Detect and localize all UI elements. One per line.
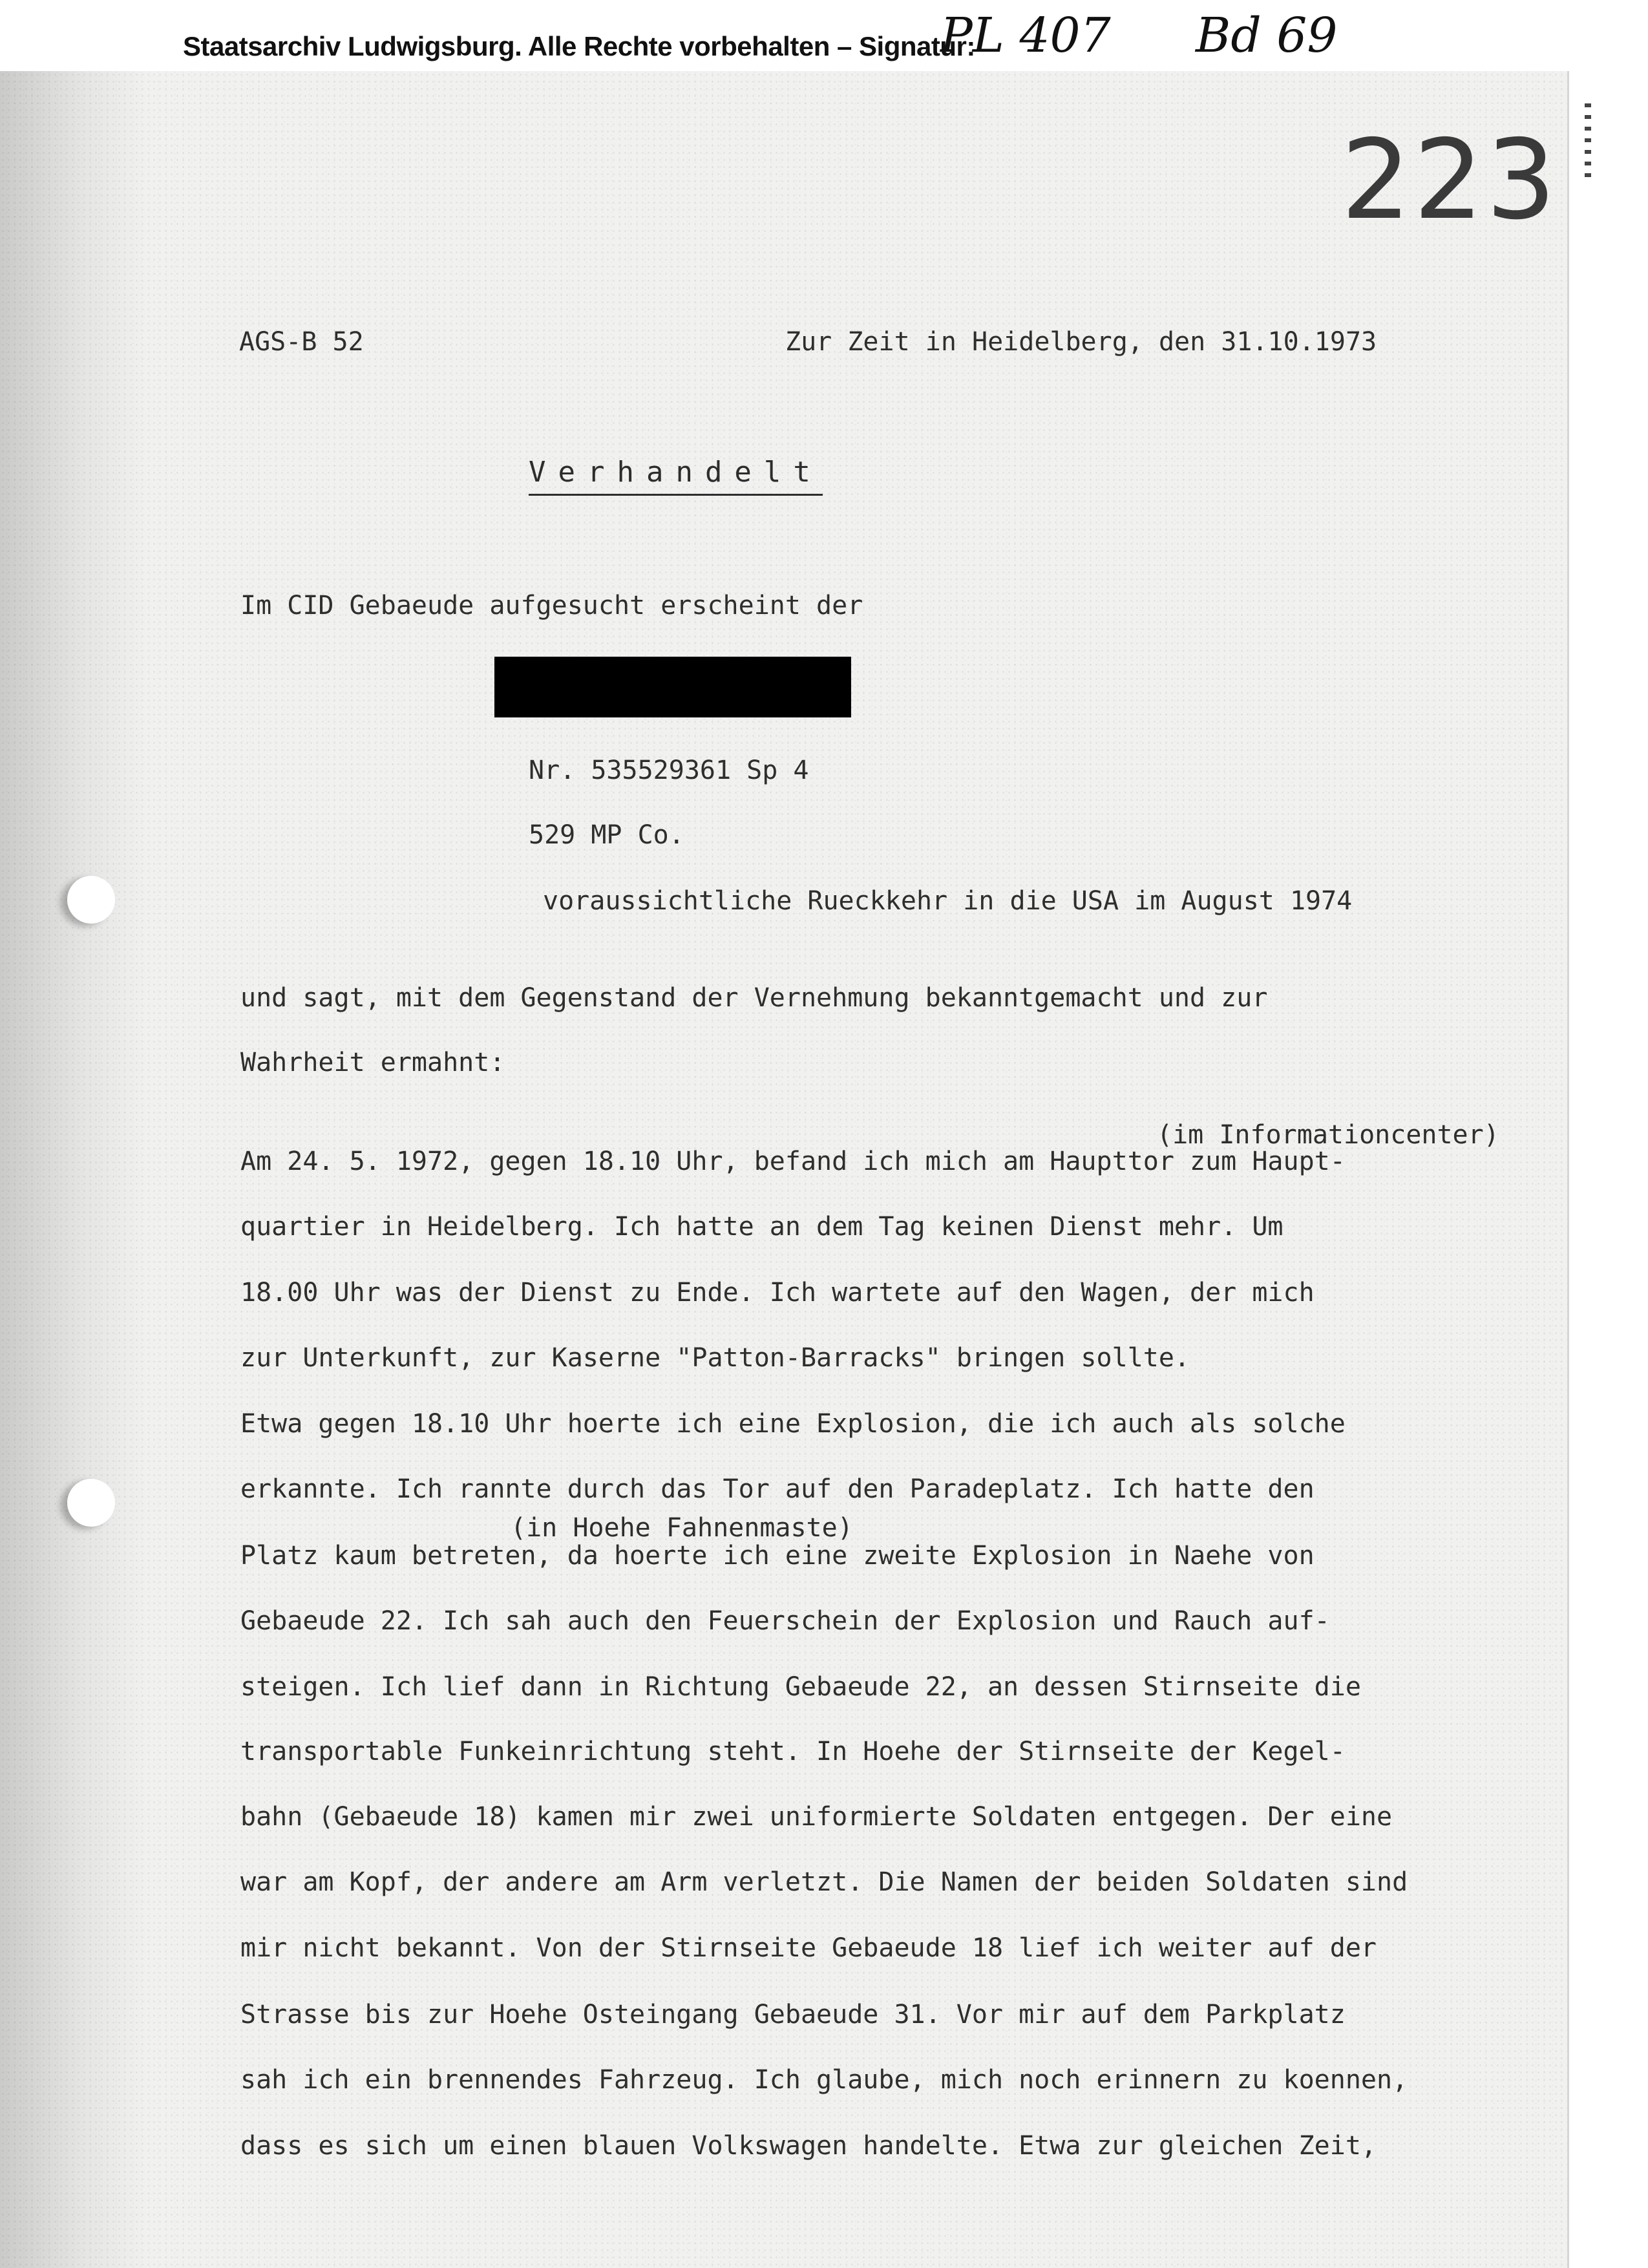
scan-shadow	[0, 71, 149, 2268]
service-number: Nr. 535529361 Sp 4	[529, 756, 809, 785]
signature-bd: Bd 69	[1196, 8, 1338, 63]
insertion-info-center: (im Informationcenter)	[1157, 1120, 1499, 1150]
document-title: Verhandelt	[529, 456, 823, 496]
body-line: dass es sich um einen blauen Volkswagen handelte. Etwa zur gleichen Zeit,	[240, 2131, 1377, 2161]
place-date: Zur Zeit in Heidelberg, den 31.10.1973	[785, 327, 1377, 357]
unit: 529 MP Co.	[529, 820, 684, 850]
body-line: Am 24. 5. 1972, gegen 18.10 Uhr, befand ich mich am Haupttor zum Haupt-	[240, 1147, 1346, 1176]
punch-hole-icon	[67, 876, 115, 924]
edge-marks	[1585, 103, 1591, 181]
statement-line: Wahrheit ermahnt:	[240, 1048, 505, 1077]
body-line: bahn (Gebaeude 18) kamen mir zwei uniformierte Soldaten entgegen. Der eine	[240, 1802, 1393, 1832]
body-line: Platz kaum betreten, da hoerte ich eine zweite Explosion in Naehe von	[240, 1541, 1315, 1571]
signature-pl: PL 407	[940, 8, 1111, 63]
body-line: mir nicht bekannt. Von der Stirnseite Gebaeude 18 lief ich weiter auf der	[240, 1933, 1377, 1963]
body-line: zur Unterkunft, zur Kaserne "Patton-Barracks" bringen sollte.	[240, 1343, 1190, 1373]
page-edge	[1567, 71, 1648, 2268]
body-line: 18.00 Uhr was der Dienst zu Ende. Ich wartete auf den Wagen, der mich	[240, 1278, 1315, 1308]
archive-header	[0, 0, 1648, 71]
body-line: Strasse bis zur Hoehe Osteingang Gebaeude 31. Vor mir auf dem Parkplatz	[240, 2000, 1346, 2030]
body-line: quartier in Heidelberg. Ich hatte an dem Tag keinen Dienst mehr. Um	[240, 1212, 1284, 1242]
insertion-flagpoles: (in Hoehe Fahnenmaste)	[511, 1513, 853, 1543]
reference-number: AGS-B 52	[239, 327, 364, 357]
body-line: steigen. Ich lief dann in Richtung Gebaeude 22, an dessen Stirnseite die	[240, 1672, 1361, 1702]
body-line: Etwa gegen 18.10 Uhr hoerte ich eine Explosion, die ich auch als solche	[240, 1409, 1346, 1439]
redaction-bar	[494, 657, 851, 717]
return-note: voraussichtliche Rueckkehr in die USA im August 1974	[543, 886, 1353, 916]
body-line: Gebaeude 22. Ich sah auch den Feuerschein der Explosion und Rauch auf-	[240, 1606, 1330, 1636]
punch-hole-icon	[67, 1479, 115, 1527]
body-line: erkannte. Ich rannte durch das Tor auf den Paradeplatz. Ich hatte den	[240, 1474, 1315, 1504]
statement-line: und sagt, mit dem Gegenstand der Vernehmung bekanntgemacht und zur	[240, 983, 1268, 1013]
body-line: transportable Funkeinrichtung steht. In Hoehe der Stirnseite der Kegel-	[240, 1737, 1346, 1766]
archive-stamp: Staatsarchiv Ludwigsburg. Alle Rechte vorbehalten – Signatur:	[183, 31, 975, 61]
page-number: 223	[1341, 116, 1559, 244]
body-line: war am Kopf, der andere am Arm verletzt. Die Namen der beiden Soldaten sind	[240, 1867, 1408, 1897]
intro-line: Im CID Gebaeude aufgesucht erscheint der	[240, 591, 863, 620]
body-line: sah ich ein brennendes Fahrzeug. Ich glaube, mich noch erinnern zu koennen,	[240, 2065, 1408, 2095]
